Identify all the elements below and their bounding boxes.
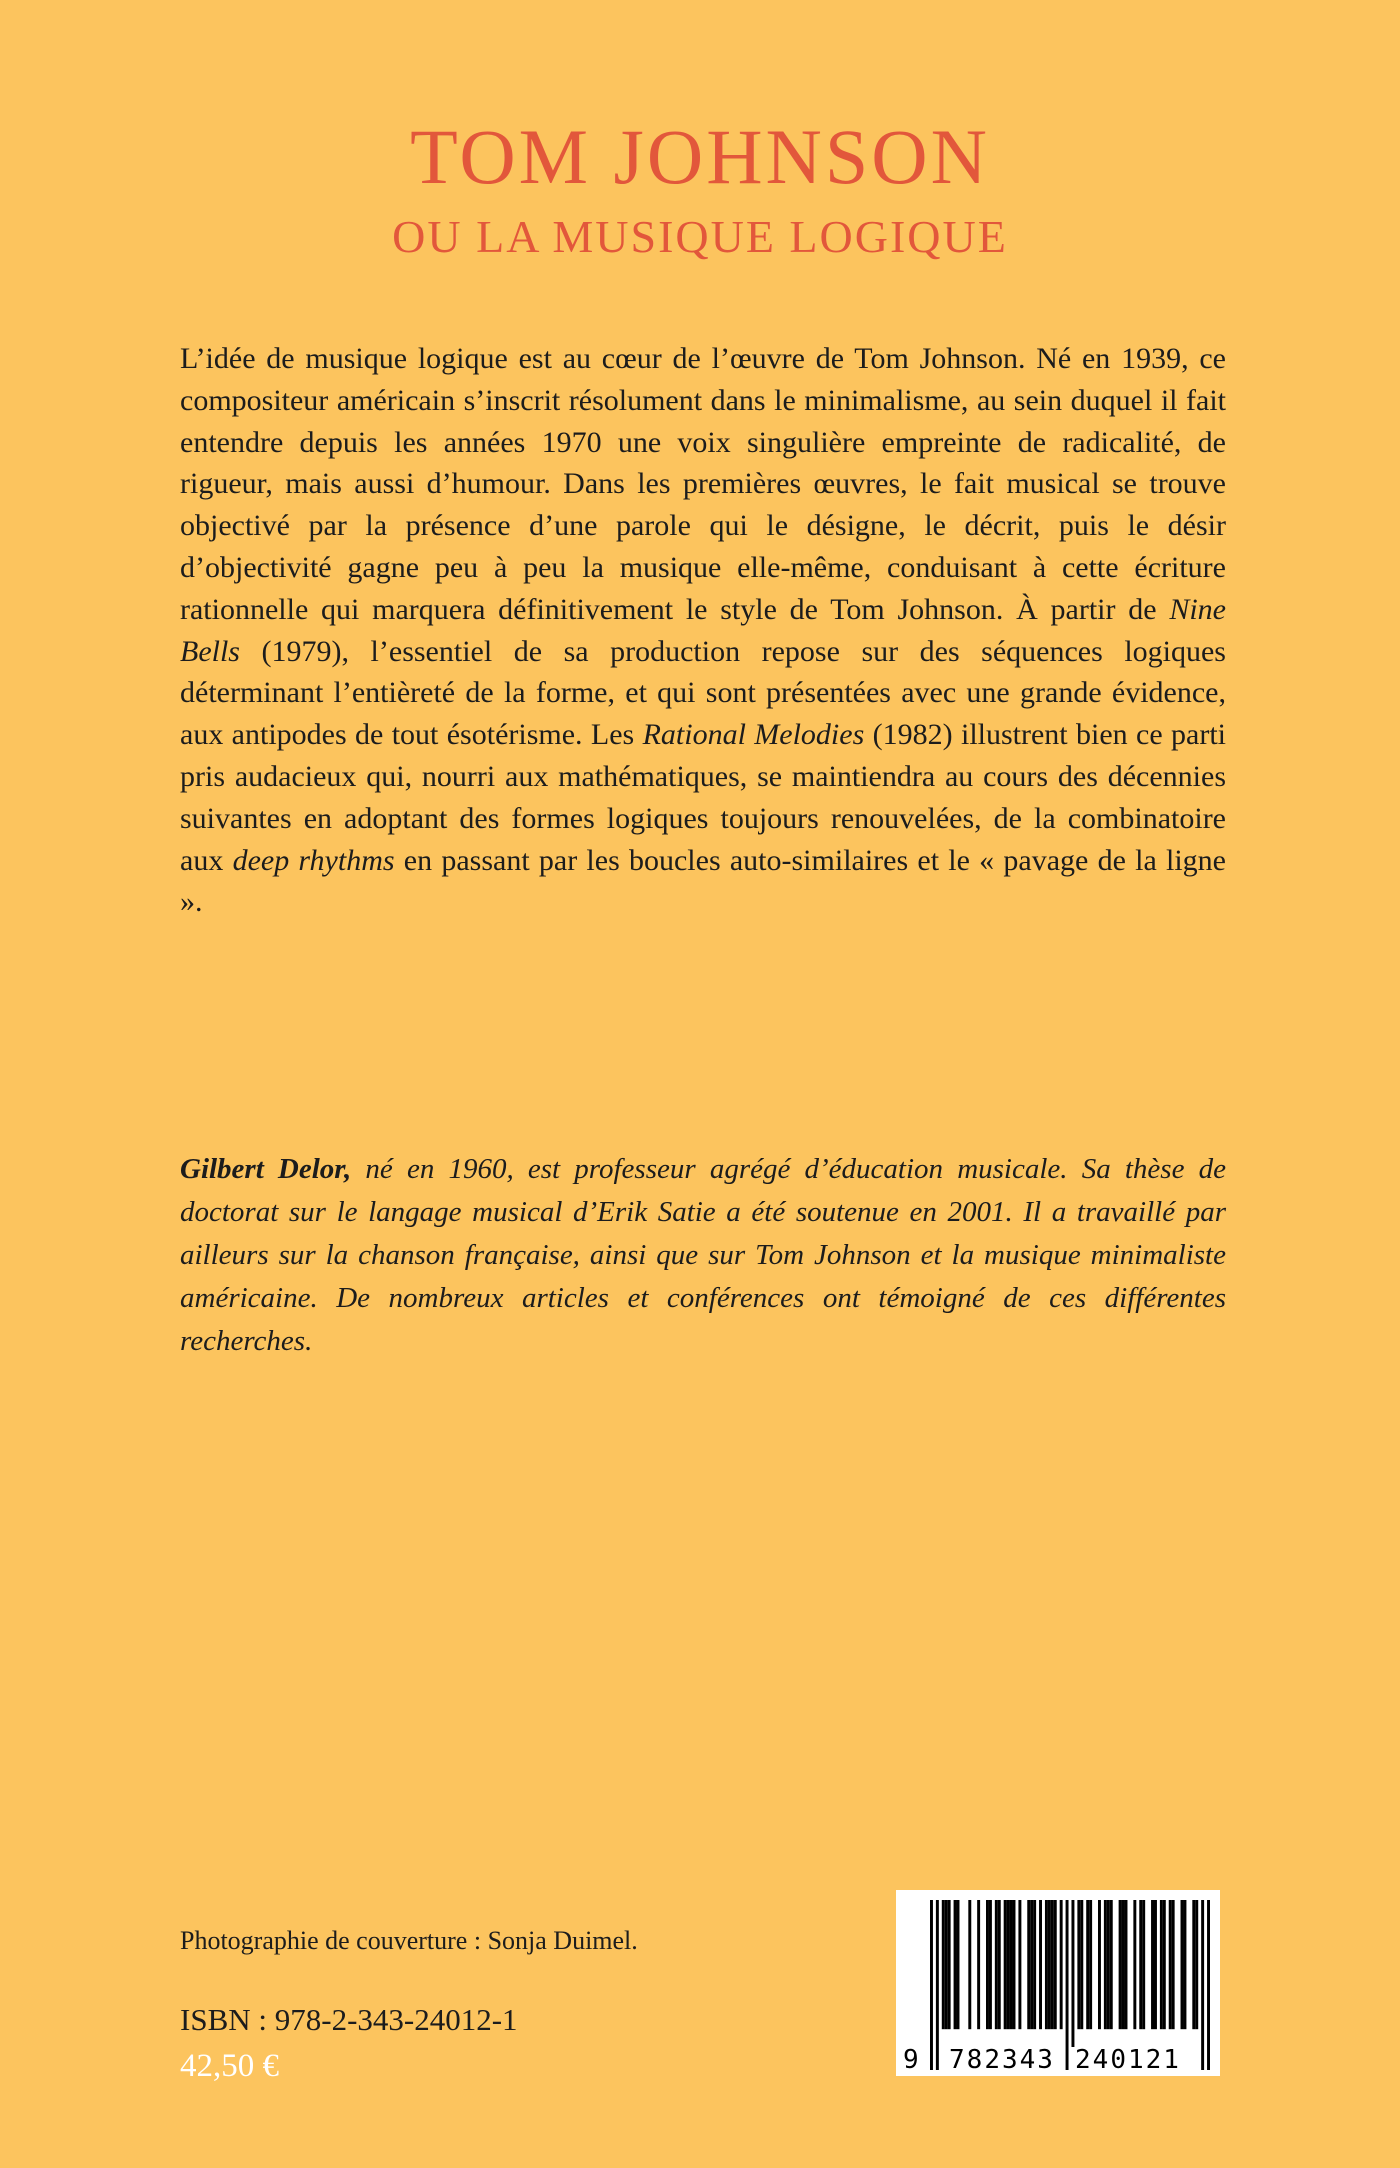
author-bio-paragraph: Gilbert Delor, né en 1960, est professeur agrégé d’éducation musicale. Sa thèse de doctorat sur le langage musical d’Erik Satie a été soutenue en 2001. Il a travaillé par ailleurs sur la chanson française, ainsi que sur Tom Johnson et la musique minimaliste américaine. De nombreux articles et conférences ont témoigné de ces différentes recherches. — [180, 1153, 1226, 1357]
book-subtitle: OU LA MUSIQUE LOGIQUE — [392, 210, 1008, 262]
barcode-digit-group-2: 240121 — [1070, 2047, 1186, 2073]
title-block — [0, 113, 1400, 263]
photo-credit: Photographie de couverture : Sonja Duimel. — [180, 1926, 638, 1955]
synopsis-paragraph: L’idée de musique logique est au cœur de l’œuvre de Tom Johnson. Né en 1939, ce compositeur américain s’inscrit résolument dans le minimalisme, au sein duquel il fait entendre depuis les années 1970 une voix singulière empreinte de radicalité, de rigueur, mais aussi d’humour. Dans les premières œuvres, le fait musical se trouve objectivé par la présence d’une parole qui le désigne, le décrit, puis le désir d’objectivité gagne peu à peu la musique elle-même, conduisant à cette écriture rationnelle qui marquera définitivement le style de Tom Johnson. À partir de Nine Bells (1979), l’essentiel de sa production repose sur des séquences logiques déterminant l’entièreté de la forme, et qui sont présentées avec une grande évidence, aux antipodes de tout ésotérisme. Les Rational Melodies (1982) illustrent bien ce parti pris audacieux qui, nourri aux mathématiques, se maintiendra au cours des décennies suivantes en adoptant des formes logiques toujours renouvelées, de la combinatoire aux deep rhythms en passant par les boucles auto-similaires et le « pavage de la ligne ». — [180, 342, 1226, 919]
book-title: TOM JOHNSON — [410, 113, 990, 200]
isbn-text: ISBN : 978-2-343-24012-1 — [180, 2002, 518, 2037]
barcode-digit-prefix: 9 — [903, 2045, 921, 2075]
price-text: 42,50 € — [180, 2048, 279, 2084]
barcode — [896, 1890, 1220, 2076]
barcode-digit-group-1: 782343 — [944, 2047, 1060, 2073]
